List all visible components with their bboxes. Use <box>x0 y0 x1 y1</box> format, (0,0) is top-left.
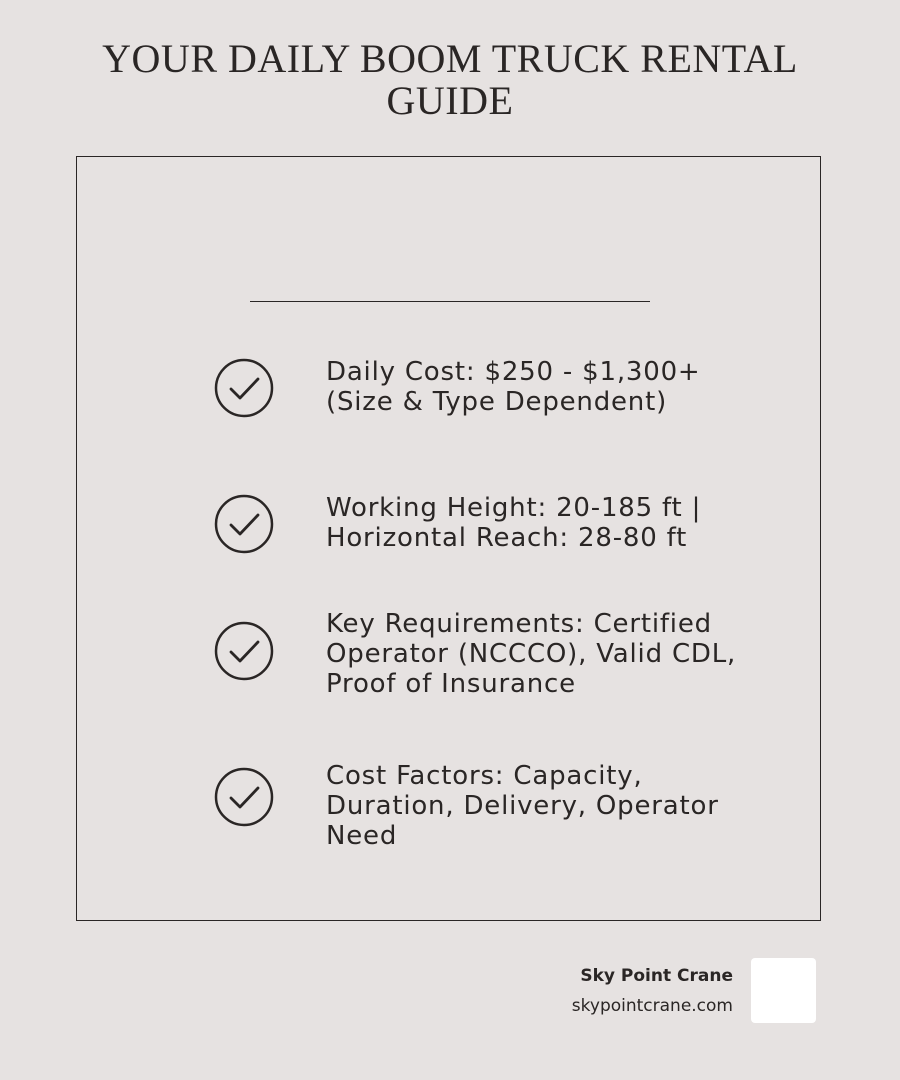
list-item-line: Key Requirements: Certified <box>326 609 712 639</box>
list-item-text <box>326 609 746 699</box>
card-divider <box>250 301 650 302</box>
footer-brand <box>572 965 733 1017</box>
check-circle-icon <box>213 620 275 682</box>
brand-logo-placeholder <box>751 958 816 1023</box>
info-card <box>76 156 821 921</box>
list-item-line: Cost Factors: Capacity, <box>326 761 643 791</box>
list-item-line: Horizontal Reach: 28-80 ft <box>326 523 688 553</box>
list-item-text <box>326 761 746 851</box>
list-item-line: Operator (NCCCO), Valid CDL, <box>326 639 737 669</box>
page-title-line-1: YOUR DAILY BOOM TRUCK RENTAL <box>102 36 798 81</box>
list-item-line: Duration, Delivery, Operator <box>326 791 719 821</box>
list-item-line: Daily Cost: $250 - $1,300+ <box>326 357 701 387</box>
page-title <box>0 38 900 122</box>
list-item-line: Need <box>326 821 398 851</box>
check-circle-icon <box>213 357 275 419</box>
list-item-line: Proof of Insurance <box>326 669 576 699</box>
page-title-line-2: GUIDE <box>386 78 514 123</box>
brand-name: Sky Point Crane <box>580 966 733 986</box>
list-item-text <box>326 493 746 553</box>
brand-website-link[interactable]: skypointcrane.com <box>571 996 733 1016</box>
check-circle-icon <box>213 493 275 555</box>
list-item-text <box>326 357 746 417</box>
check-circle-icon <box>213 766 275 828</box>
list-item-line: Working Height: 20-185 ft | <box>326 493 702 523</box>
list-item-line: (Size & Type Dependent) <box>326 387 668 417</box>
